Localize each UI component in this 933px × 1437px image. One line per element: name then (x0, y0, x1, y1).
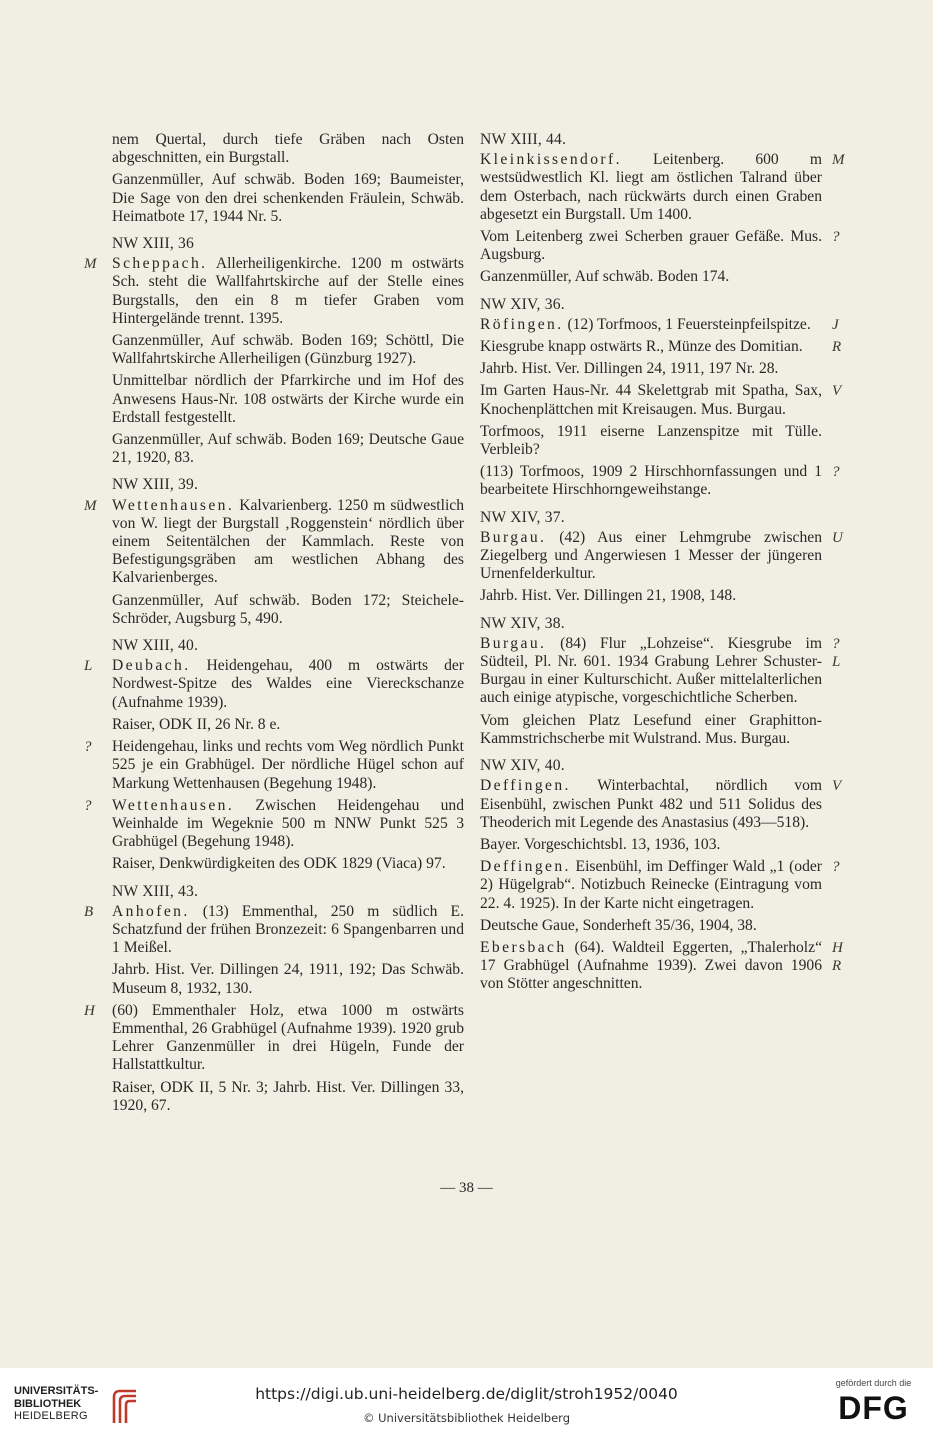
dfg-wordmark: DFG (838, 1390, 909, 1426)
entry-body: Jahrb. Hist. Ver. Dillingen 24, 1911, 197 Nr. 28. (480, 360, 779, 378)
entry-body: Im Garten Haus-Nr. 44 Skelettgrab mit Spatha, Sax, Knochenplättchen mit Kreisaugen. Mus. Burgau. (480, 382, 822, 418)
entry-body: Torfmoos, 1911 eiserne Lanzenspitze mit Tülle. Verbleib? (480, 422, 822, 459)
entry-body: (113) Torfmoos, 1909 2 Hirschhornfassungen und 1 bearbeitete Hirschhorngeweihstange. (480, 463, 822, 499)
text-paragraph (480, 836, 822, 854)
text-paragraph (480, 587, 822, 605)
place-name: Deubach. (112, 657, 191, 675)
place-name: Burgau. (480, 634, 547, 652)
site-entry (480, 228, 840, 264)
site-entry (480, 463, 840, 499)
entry-text (112, 592, 464, 628)
period-mark: J (832, 316, 839, 333)
entry-text (480, 338, 822, 356)
entry-body: (12) Torfmoos, 1 Feuersteinpfeilspitze. (563, 315, 811, 333)
section-heading: NW XIII, 40. (112, 637, 199, 655)
site-entry (480, 777, 842, 832)
text-paragraph (112, 1079, 464, 1115)
entry-body: (64). Waldteil Eggerten, „Thalerholz“ 17 Grabhügel (Aufnahme 1939). Zwei davon 1906 von Stötter angeschnitten. (480, 938, 822, 993)
section-heading: NW XIV, 36. (480, 295, 565, 313)
entry-body: (42) Aus einer Lehmgrube zwischen Ziegelberg und Angerwiesen 1 Messer der jüngeren Urnenfelderkultur. (480, 528, 822, 583)
entry-text (112, 855, 464, 873)
entry-text (480, 151, 822, 224)
entry-text (480, 635, 822, 708)
entry-body: Vom gleichen Platz Lesefund einer Graphitton-Kammstrichscherbe mit Wulstrand. Mus. Burgau. (480, 711, 822, 747)
site-entry (480, 634, 841, 708)
place-name: Scheppach. (112, 255, 208, 273)
entry-text (112, 1079, 464, 1115)
period-mark: ? (84, 739, 92, 756)
site-entry (480, 315, 839, 334)
site-entry (480, 151, 845, 224)
text-paragraph (480, 917, 822, 935)
left-column (84, 131, 464, 1119)
entry-body: Raiser, ODK II, 5 Nr. 3; Jahrb. Hist. Ver. Dillingen 33, 1920, 67. (112, 1078, 464, 1114)
entry-body: Ganzenmüller, Auf schwäb. Boden 169; Deutsche Gaue 21, 1920, 83. (112, 431, 464, 467)
entry-text (480, 463, 822, 499)
entry-text (480, 529, 822, 584)
section-heading: NW XIII, 39. (112, 476, 199, 494)
entry-text (480, 382, 822, 418)
period-mark: V (832, 778, 842, 795)
entry-text (480, 228, 822, 264)
viewer-footer (0, 1368, 933, 1437)
entry-body: (60) Emmenthaler Holz, etwa 1000 m ostwärts Emmenthal, 26 Grabhügel (Aufnahme 1939). 1920 grub Lehrer Ganzenmüller in drei Hügeln, Funde der Hallstattkultur. (112, 1001, 464, 1074)
site-entry (480, 528, 843, 584)
entry-text (112, 1002, 464, 1075)
entry-text (112, 903, 464, 958)
site-entry (84, 796, 464, 852)
entry-body: Ganzenmüller, Auf schwäb. Boden 174. (480, 268, 730, 286)
entry-text (480, 316, 822, 334)
entry-body: Heidengehau, 400 m ostwärts der Nordwest-Spitze des Waldes eine Viereckschanze (Aufnahme 1939). (112, 657, 464, 711)
entry-body: Unmittelbar nördlich der Pfarrkirche und im Hof des Anwesens Haus-Nr. 108 ostwärts der Kirche wurde ein Erdstall festgestellt. (112, 372, 464, 426)
text-paragraph (112, 431, 464, 467)
copyright-notice: © Universitätsbibliothek Heidelberg (362, 1411, 570, 1425)
place-name: Kleinkissendorf. (480, 151, 622, 169)
period-mark: M (832, 152, 845, 169)
period-mark: ? (832, 464, 840, 481)
site-entry (84, 738, 464, 793)
period-mark: R (832, 339, 842, 356)
entry-text (112, 961, 464, 997)
place-name: Deffingen. (480, 858, 571, 876)
dfg-caption: gefördert durch die (835, 1378, 912, 1388)
text-paragraph (112, 961, 464, 997)
entry-body: Eisenbühl, im Deffinger Wald „1 (oder 2) Hügelgrab“. Notizbuch Reinecke (Eintragung vom 22. 4. 1925). In der Karte nicht eingetragen. (480, 858, 822, 912)
period-mark: B (84, 903, 94, 920)
entry-text (112, 431, 464, 467)
text-paragraph (112, 592, 464, 628)
entry-body: Ganzenmüller, Auf schwäb. Boden 169; Schöttl, Die Wallfahrtskirche Allerheiligen (Günzburg 1927). (112, 332, 464, 368)
entry-text (112, 716, 464, 734)
text-paragraph (112, 332, 464, 368)
entry-text (112, 131, 464, 167)
section-heading: NW XIV, 40. (480, 757, 565, 775)
text-paragraph (112, 716, 464, 734)
site-entry (84, 902, 464, 958)
period-mark: ? (832, 229, 840, 246)
period-mark: L (84, 658, 93, 675)
page-number: — 38 — (440, 1180, 493, 1196)
site-entry (480, 938, 843, 994)
entry-body: Ganzenmüller, Auf schwäb. Boden 169; Baumeister, Die Sage von den drei schenkenden Fräulein, Schwäb. Heimatbote 17, 1944 Nr. 5. (112, 171, 464, 225)
text-paragraph (112, 131, 464, 167)
library-name-line: UNIVERSITÄTS- (14, 1385, 99, 1397)
entry-body: (84) Flur „Lohzeise“. Kiesgrube im Südteil, Pl. Nr. 601. 1934 Grabung Lehrer Schuster-Burgau in einer Kulturschicht. Außer mittelalterlichen auch einige atypische, vorgeschichtliche Scherben. (480, 634, 822, 707)
entry-body: Deutsche Gaue, Sonderheft 35/36, 1904, 38. (480, 916, 757, 934)
entry-text (480, 423, 822, 459)
entry-body: Ganzenmüller, Auf schwäb. Boden 172; Steichele-Schröder, Augsburg 5, 490. (112, 591, 464, 627)
period-mark: ? (84, 797, 92, 814)
entry-text (480, 268, 822, 286)
entry-text (480, 712, 822, 748)
section-heading: NW XIV, 38. (480, 614, 565, 632)
entry-text (480, 587, 822, 605)
section-heading: NW XIII, 43. (112, 882, 199, 900)
section-heading: NW XIII, 36 (112, 235, 195, 253)
text-paragraph (480, 268, 822, 286)
entry-text (112, 171, 464, 226)
site-entry (84, 1001, 464, 1075)
page-url-link[interactable]: https://digi.ub.uni-heidelberg.de/diglit/stroh1952/0040 (255, 1385, 678, 1403)
place-name: Ebersbach (480, 938, 567, 956)
period-mark: H (84, 1002, 95, 1019)
entry-text (480, 939, 822, 994)
dfg-logo[interactable] (826, 1376, 921, 1431)
period-mark: M (84, 256, 97, 273)
library-name-line: BIBLIOTHEK (14, 1397, 82, 1410)
period-mark: V (832, 383, 842, 400)
entry-body: Kiesgrube knapp ostwärts R., Münze des Domitian. (480, 338, 803, 356)
text-paragraph (480, 712, 822, 748)
entry-body: nem Quertal, durch tiefe Gräben nach Osten abgeschnitten, ein Burgstall. (112, 131, 464, 167)
period-mark: U (832, 529, 843, 546)
section-heading: NW XIV, 37. (480, 508, 565, 526)
entry-text (480, 858, 822, 913)
site-entry (84, 657, 464, 712)
entry-body: Jahrb. Hist. Ver. Dillingen 24, 1911, 192; Das Schwäb. Museum 8, 1932, 130. (112, 961, 464, 997)
library-name-line: HEIDELBERG (14, 1410, 88, 1422)
period-mark: M (84, 497, 97, 514)
site-entry (480, 382, 842, 418)
site-entry (480, 338, 842, 356)
place-name: Anhofen. (112, 902, 190, 920)
period-mark: H R (832, 939, 843, 975)
entry-text (112, 332, 464, 368)
site-entry (480, 858, 840, 913)
entry-body: Zwischen Heidengehau und Weinhalde im Wegeknie 500 m NNW Punkt 525 3 Grabhügel (Begehung 1948). (112, 796, 464, 851)
place-name: Burgau. (480, 528, 547, 546)
entry-body: Raiser, ODK II, 26 Nr. 8 e. (112, 715, 281, 733)
period-mark: ? (832, 859, 840, 876)
entry-body: Heidengehau, links und rechts vom Weg nördlich Punkt 525 je ein Grabhügel. Der nördliche Hügel schon auf Markung Wettenhausen (Begehung 1948). (112, 738, 464, 792)
site-entry (84, 496, 464, 588)
entry-body: Leitenberg. 600 m westsüdwestlich Kl. liegt am östlichen Talrand über dem Osterbach, nach rückwärts durch einen Graben abgesetzt ein Burgstall. Um 1400. (480, 151, 822, 223)
text-paragraph (112, 372, 464, 427)
place-name: Wettenhausen. (112, 796, 235, 814)
entry-body: (13) Emmenthal, 250 m südlich E. Schatzfund der frühen Bronzezeit: 6 Spangenbarren und 1 Meißel. (112, 902, 464, 957)
entry-body: Allerheiligenkirche. 1200 m ostwärts Sch. steht die Wallfahrtskirche auf der Stelle eines Burgstalls, den ein 8 m tiefer Graben vom Hintergelände trennt. 1395. (112, 255, 464, 327)
entry-body: Bayer. Vorgeschichtsbl. 13, 1936, 103. (480, 835, 721, 853)
text-paragraph (112, 171, 464, 226)
entry-text (480, 917, 822, 935)
entry-text (112, 255, 464, 328)
right-column (480, 131, 845, 998)
place-name: Deffingen. (480, 777, 571, 795)
section-heading: NW XIII, 44. (480, 131, 567, 148)
entry-body: Vom Leitenberg zwei Scherben grauer Gefäße. Mus. Augsburg. (480, 228, 822, 264)
place-name: Wettenhausen. (112, 496, 235, 514)
entry-body: Winterbachtal, nördlich vom Eisenbühl, zwischen Punkt 482 und 511 Solidus des Theoderich mit Legende des Anastasius (493—518). (480, 777, 822, 831)
entry-text (112, 738, 464, 793)
period-mark: ?L (832, 635, 841, 671)
text-paragraph (480, 360, 822, 378)
text-paragraph (112, 855, 464, 873)
entry-text (480, 360, 822, 378)
site-entry (84, 255, 464, 328)
entry-body: Jahrb. Hist. Ver. Dillingen 21, 1908, 148. (480, 587, 737, 605)
place-name: Röfingen. (480, 315, 564, 333)
entry-body: Kalvarienberg. 1250 m südwestlich von W. liegt der Burgstall ‚Roggenstein‘ nördlich über einem Seitentälchen der Kammlach. Reste von Befestigungsgräben am westlichen Abhang des Kalvarienberges. (112, 496, 464, 587)
text-paragraph (480, 423, 822, 459)
entry-text (112, 497, 464, 588)
entry-text (480, 836, 822, 854)
entry-text (112, 657, 464, 712)
entry-text (112, 797, 464, 852)
entry-text (112, 372, 464, 427)
entry-text (480, 777, 822, 832)
entry-body: Raiser, Denkwürdigkeiten des ODK 1829 (Viaca) 97. (112, 855, 446, 873)
